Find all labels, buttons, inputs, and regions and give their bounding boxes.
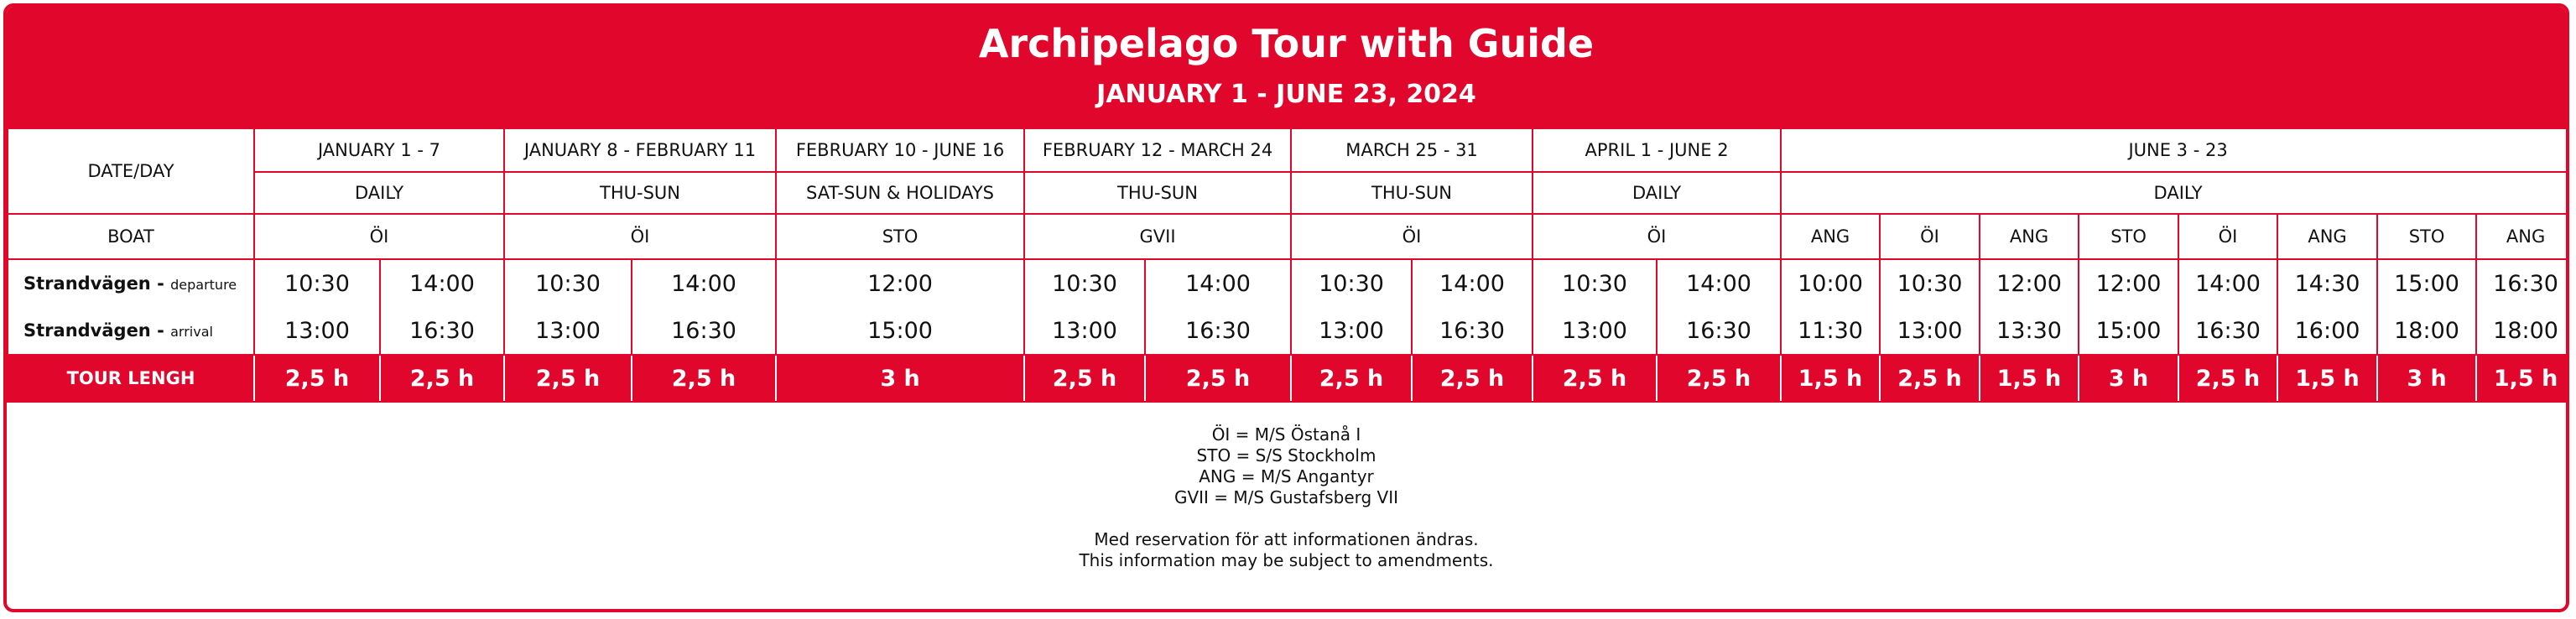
legend-line: STO = S/S Stockholm [1196,445,1376,466]
arrival-time: 16:30 [1439,317,1505,344]
tour-length: 2,5 h [1657,355,1781,402]
trip-cell [1657,259,1781,355]
trip-cell [1291,259,1412,355]
period-days: DAILY [1781,172,2569,214]
june-boat: ÖI [2178,214,2277,259]
period-boat: ÖI [254,214,504,259]
period-days: THU-SUN [1024,172,1291,214]
june-boat: STO [2377,214,2476,259]
tour-length: 2,5 h [380,355,504,402]
arrival-time: 18:00 [2493,317,2558,344]
tour-length: 2,5 h [632,355,776,402]
arrival-time: 18:00 [2394,317,2459,344]
tour-length: 1,5 h [2277,355,2377,402]
tour-length: 2,5 h [1024,355,1145,402]
departure-time: 14:00 [1686,270,1751,297]
arrival-label: Strandvägen - arrival [23,320,213,341]
trip-cell [1412,259,1533,355]
june-boat: ANG [2476,214,2569,259]
header-banner [7,7,2566,127]
date-day-label: DATE/DAY [8,128,254,214]
tour-length: 1,5 h [1980,355,2079,402]
departure-time: 14:00 [1185,270,1251,297]
arrival-time: 13:00 [1897,317,1963,344]
arrival-time: 13:00 [1319,317,1384,344]
schedule-table [7,127,2569,403]
period-dates: JANUARY 8 - FEBRUARY 11 [504,128,776,172]
departure-time: 10:00 [1798,270,1863,297]
arrival-time: 16:30 [2195,317,2261,344]
departure-time: 14:00 [1439,270,1505,297]
departure-time: 14:00 [2195,270,2261,297]
departure-time: 10:30 [1319,270,1384,297]
arrival-time: 13:00 [1052,317,1117,344]
trip-cell [632,259,776,355]
arrival-time: 13:00 [284,317,350,344]
departure-time: 10:30 [284,270,350,297]
arrival-time: 16:00 [2294,317,2360,344]
departure-time: 12:00 [2095,270,2162,297]
arrival-time: 13:30 [1996,317,2062,344]
boat-label: BOAT [8,214,254,259]
trip-cell [1145,259,1291,355]
trip-cell [1024,259,1145,355]
period-dates: JANUARY 1 - 7 [254,128,504,172]
period-days: SAT-SUN & HOLIDAYS [776,172,1024,214]
tour-length: 2,5 h [504,355,632,402]
arrival-time: 15:00 [2095,317,2162,344]
page-subtitle: JANUARY 1 - JUNE 23, 2024 [1096,80,1476,109]
tour-length: 2,5 h [1145,355,1291,402]
time-row-labels [8,259,254,355]
trip-cell [254,259,380,355]
arrival-time: 16:30 [1185,317,1251,344]
departure-time: 10:30 [1562,270,1627,297]
departure-time: 16:30 [2493,270,2558,297]
trip-cell [504,259,632,355]
arrival-time: 13:00 [1562,317,1627,344]
time-row [8,259,2569,355]
tour-length: 3 h [776,355,1024,402]
tour-length: 2,5 h [1533,355,1657,402]
june-boat: ANG [1781,214,1880,259]
period-boat: ÖI [504,214,776,259]
tour-length: 2,5 h [1291,355,1412,402]
period-days: THU-SUN [504,172,776,214]
tour-length: 3 h [2377,355,2476,402]
trip-cell [1533,259,1657,355]
tour-length-label: TOUR LENGH [8,355,254,402]
departure-time: 12:00 [867,270,933,297]
trip-cell [776,259,1024,355]
period-boat: ÖI [1291,214,1533,259]
period-boat: ÖI [1533,214,1781,259]
period-days: THU-SUN [1291,172,1533,214]
period-dates: JUNE 3 - 23 [1781,128,2569,172]
departure-time: 14:00 [671,270,736,297]
trip-cell [2377,259,2476,355]
departure-time: 14:30 [2294,270,2360,297]
tour-length: 2,5 h [2178,355,2277,402]
period-boat: GVII [1024,214,1291,259]
legend-line: ÖI = M/S Östanå I [1211,424,1361,445]
tour-length: 2,5 h [254,355,380,402]
legend-line: ANG = M/S Angantyr [1199,466,1374,486]
tour-length: 2,5 h [1412,355,1533,402]
departure-label: Strandvägen - departure [23,273,237,294]
trip-cell [1980,259,2079,355]
period-dates: MARCH 25 - 31 [1291,128,1533,172]
trip-cell [2476,259,2569,355]
arrival-time: 16:30 [671,317,736,344]
arrival-time: 16:30 [409,317,475,344]
trip-cell [1781,259,1880,355]
period-dates: APRIL 1 - JUNE 2 [1533,128,1781,172]
trip-cell [1880,259,1980,355]
june-boat: ÖI [1880,214,1980,259]
disclaimer-english: This information may be subject to amendments. [1079,550,1494,570]
disclaimer-swedish: Med reservation för att informationen ändras. [1094,529,1479,549]
period-days: DAILY [1533,172,1781,214]
june-boat: ANG [1980,214,2079,259]
departure-time: 10:30 [1052,270,1117,297]
departure-time: 10:30 [1897,270,1963,297]
trip-cell [2277,259,2377,355]
trip-cell [380,259,504,355]
trip-cell [2079,259,2178,355]
trip-cell [2178,259,2277,355]
period-dates: FEBRUARY 12 - MARCH 24 [1024,128,1291,172]
schedule-frame [3,3,2569,612]
arrival-time: 13:00 [535,317,601,344]
legend-line: GVII = M/S Gustafsberg VII [1174,487,1399,507]
period-days: DAILY [254,172,504,214]
page-title: Archipelago Tour with Guide [978,21,1595,66]
departure-time: 14:00 [409,270,475,297]
legend [7,424,2566,571]
period-dates: FEBRUARY 10 - JUNE 16 [776,128,1024,172]
tour-length-row [8,355,2569,402]
arrival-time: 15:00 [867,317,933,344]
arrival-time: 11:30 [1798,317,1863,344]
departure-time: 15:00 [2394,270,2459,297]
june-boat: ANG [2277,214,2377,259]
tour-length: 2,5 h [1880,355,1980,402]
arrival-time: 16:30 [1686,317,1751,344]
june-boat: STO [2079,214,2178,259]
tour-length: 1,5 h [2476,355,2569,402]
tour-length: 1,5 h [1781,355,1880,402]
period-boat: STO [776,214,1024,259]
tour-length: 3 h [2079,355,2178,402]
departure-time: 10:30 [535,270,601,297]
departure-time: 12:00 [1996,270,2062,297]
